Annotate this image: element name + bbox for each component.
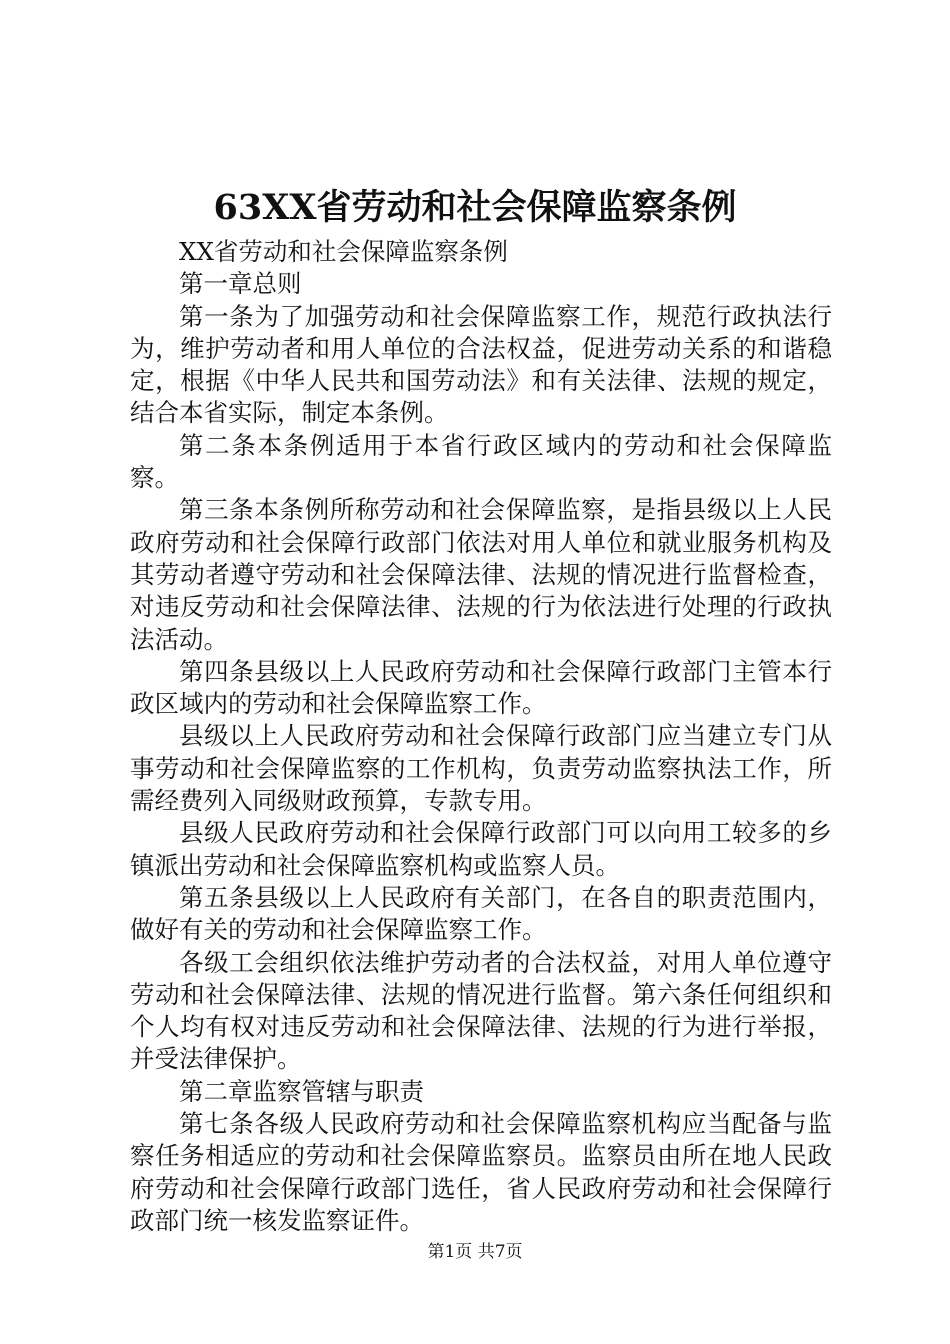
paragraph-article-3: 第三条本条例所称劳动和社会保障监察，是指县级以上人民政府劳动和社会保障行政部门依法对用人单位和就业服务机构及其劳动者遵守劳动和社会保障法律、法规的情况进行监督检查，对违反劳动和社会保障法律、法规的行为依法进行处理的行政执法活动。: [130, 495, 832, 654]
paragraph-chapter-2: 第二章监察管辖与职责: [179, 1076, 424, 1106]
paragraph-article-2: 第二条本条例适用于本省行政区域内的劳动和社会保障监察。: [130, 430, 832, 493]
paragraph-article-7: 第七条各级人民政府劳动和社会保障监察机构应当配备与监察任务相适应的劳动和社会保障监察员。监察员由所在地人民政府劳动和社会保障行政部门选任，省人民政府劳动和社会保障行政部门统一核发监察证件。: [130, 1109, 832, 1235]
paragraph-article-4-clause-2: 县级以上人民政府劳动和社会保障行政部门应当建立专门从事劳动和社会保障监察的工作机构，负责劳动监察执法工作，所需经费列入同级财政预算，专款专用。: [130, 721, 832, 816]
paragraph-article-5: 第五条县级以上人民政府有关部门，在各自的职责范围内，做好有关的劳动和社会保障监察工作。: [130, 882, 832, 945]
paragraph-article-1: 第一条为了加强劳动和社会保障监察工作，规范行政执法行为，维护劳动者和用人单位的合法权益，促进劳动关系的和谐稳定，根据《中华人民共和国劳动法》和有关法律、法规的规定，结合本省实际，制定本条例。: [130, 301, 832, 428]
page-number-footer: 第1页 共7页: [427, 1242, 523, 1262]
paragraph-article-4-clause-3: 县级人民政府劳动和社会保障行政部门可以向用工较多的乡镇派出劳动和社会保障监察机构或监察人员。: [130, 818, 832, 880]
paragraph-subtitle: XX省劳动和社会保障监察条例: [179, 237, 508, 266]
paragraph-article-5-clause-2: 各级工会组织依法维护劳动者的合法权益，对用人单位遵守劳动和社会保障法律、法规的情况进行监督。第六条任何组织和个人均有权对违反劳动和社会保障法律、法规的行为进行举报，并受法律保护。: [130, 947, 832, 1074]
paragraph-chapter-1: 第一章总则: [179, 269, 302, 299]
document-title: 63XX省劳动和社会保障监察条例: [213, 187, 737, 228]
document-body: [130, 236, 832, 1237]
paragraph-article-4: 第四条县级以上人民政府劳动和社会保障行政部门主管本行政区域内的劳动和社会保障监察工作。: [130, 656, 832, 719]
